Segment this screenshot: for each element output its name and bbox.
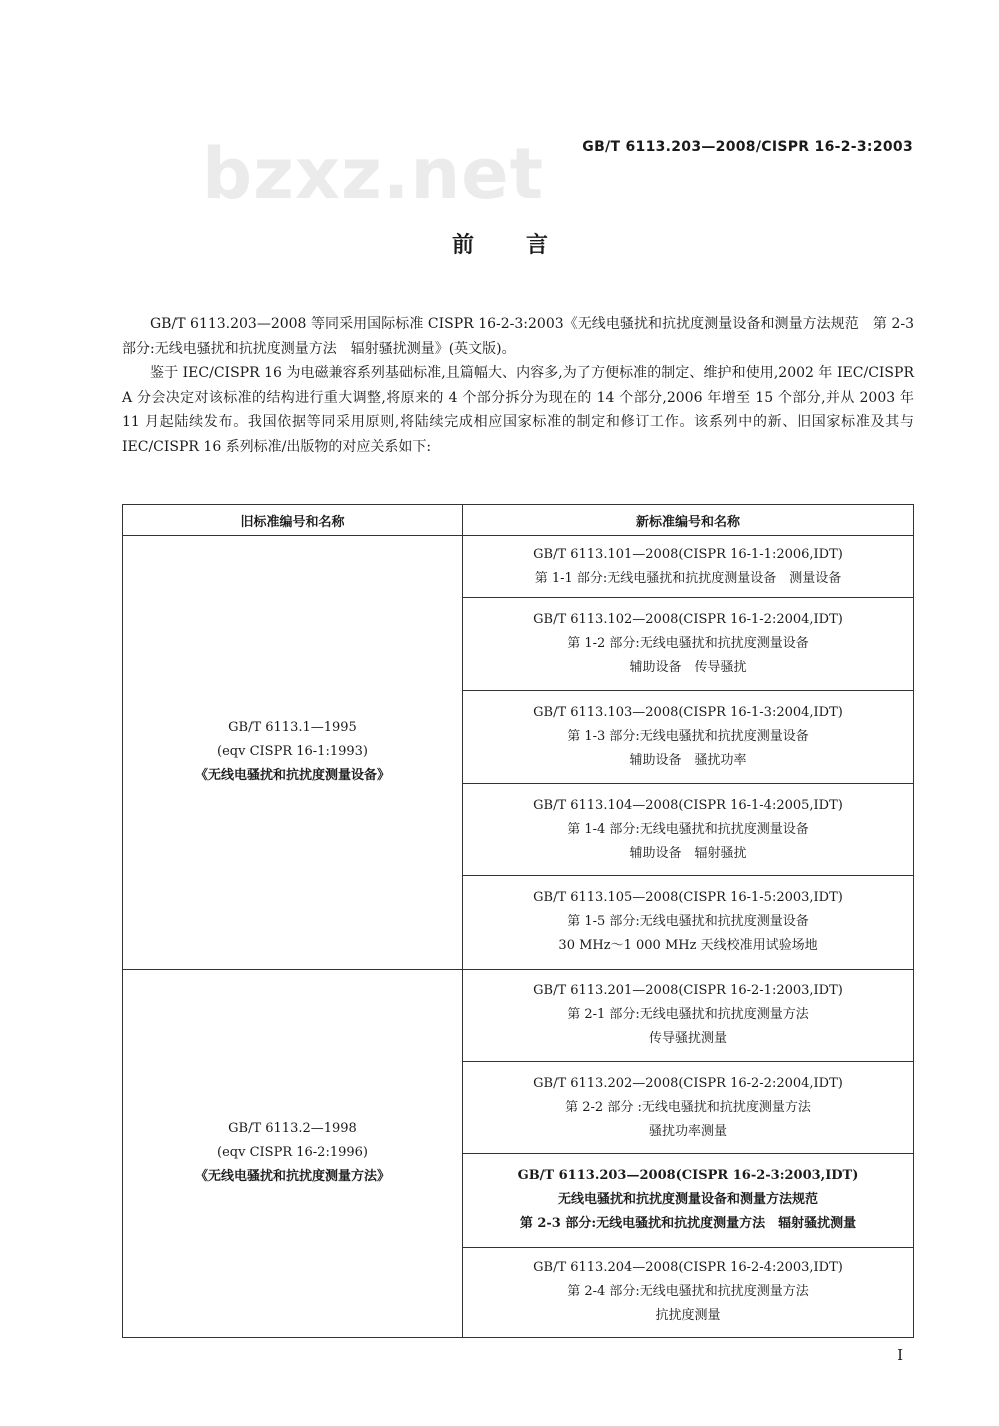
- new-standard-title: 第 2-1 部分:无线电骚扰和抗扰度测量方法: [567, 1007, 809, 1023]
- standard-code: GB/T 6113.203—2008/CISPR 16-2-3:2003: [582, 139, 913, 155]
- new-standard-cell: [463, 783, 914, 875]
- new-standard-code: GB/T 6113.103—2008(CISPR 16-1-3:2004,IDT): [533, 704, 843, 720]
- old-standard-code: GB/T 6113.2—1998: [228, 1121, 357, 1137]
- old-standard-cell: [123, 969, 463, 1337]
- new-standard-code: GB/T 6113.101—2008(CISPR 16-1-1:2006,IDT): [533, 546, 843, 562]
- new-standard-subtitle: 第 2-3 部分:无线电骚扰和抗扰度测量方法 辐射骚扰测量: [519, 1216, 857, 1232]
- new-standard-code: GB/T 6113.202—2008(CISPR 16-2-2:2004,IDT): [533, 1075, 843, 1091]
- new-standard-cell: [463, 969, 914, 1061]
- new-standard-title: 第 1-4 部分:无线电骚扰和抗扰度测量设备: [567, 821, 809, 837]
- new-standard-cell: [463, 1061, 914, 1153]
- new-standard-title: 第 2-2 部分 :无线电骚扰和抗扰度测量方法: [565, 1099, 811, 1115]
- intro-paragraph-1: GB/T 6113.203—2008 等同采用国际标准 CISPR 16-2-3:2003《无线电骚扰和抗扰度测量设备和测量方法规范 第 2-3 部分:无线电骚扰和抗扰度测量方法 辐射骚扰测量》(英文版)。: [122, 316, 914, 357]
- new-standard-code: GB/T 6113.104—2008(CISPR 16-1-4:2005,IDT): [533, 797, 843, 813]
- old-standard-eqv: (eqv CISPR 16-2:1996): [217, 1145, 368, 1161]
- old-standard-cell: [123, 536, 463, 970]
- column-header-new: 新标准编号和名称: [463, 505, 914, 536]
- new-standard-subtitle: 抗扰度测量: [655, 1308, 721, 1324]
- new-standard-code: GB/T 6113.102—2008(CISPR 16-1-2:2004,IDT): [533, 611, 843, 627]
- new-standard-cell: [463, 598, 914, 690]
- new-standard-subtitle: 骚扰功率测量: [648, 1123, 727, 1139]
- new-standard-subtitle: 辅助设备 传导骚扰: [629, 659, 747, 675]
- new-standard-title: 无线电骚扰和抗扰度测量设备和测量方法规范: [557, 1192, 818, 1208]
- new-standard-title: 第 1-2 部分:无线电骚扰和抗扰度测量设备: [567, 635, 809, 651]
- table-header-row: [123, 505, 914, 536]
- table-row: [123, 536, 914, 598]
- old-standard-code: GB/T 6113.1—1995: [228, 720, 357, 736]
- column-header-old: 旧标准编号和名称: [123, 505, 463, 536]
- table-row: [123, 969, 914, 1061]
- new-standard-subtitle: 传导骚扰测量: [648, 1031, 727, 1047]
- watermark: bzxz.net: [202, 133, 545, 215]
- new-standard-title: 第 1-3 部分:无线电骚扰和抗扰度测量设备: [567, 728, 809, 744]
- intro-text: [122, 312, 914, 460]
- correspondence-table: [122, 504, 914, 1338]
- new-standard-subtitle: 30 MHz～1 000 MHz 天线校准用试验场地: [558, 938, 818, 954]
- new-standard-cell: [463, 1247, 914, 1337]
- new-standard-cell: [463, 876, 914, 969]
- page-number: I: [897, 1346, 903, 1364]
- new-standard-cell-current: [463, 1154, 914, 1247]
- new-standard-code: GB/T 6113.204—2008(CISPR 16-2-4:2003,IDT): [533, 1260, 843, 1276]
- old-standard-title: 《无线电骚扰和抗扰度测量方法》: [194, 1169, 390, 1185]
- new-standard-title: 第 1-1 部分:无线电骚扰和抗扰度测量设备 测量设备: [534, 570, 842, 586]
- new-standard-title: 第 2-4 部分:无线电骚扰和抗扰度测量方法: [567, 1284, 809, 1300]
- new-standard-code: GB/T 6113.201—2008(CISPR 16-2-1:2003,IDT): [533, 983, 843, 999]
- old-standard-title: 《无线电骚扰和抗扰度测量设备》: [194, 768, 390, 784]
- new-standard-code: GB/T 6113.203—2008(CISPR 16-2-3:2003,IDT): [517, 1168, 859, 1184]
- new-standard-subtitle: 辅助设备 骚扰功率: [629, 752, 747, 768]
- new-standard-subtitle: 辅助设备 辐射骚扰: [629, 845, 747, 861]
- new-standard-cell: [463, 690, 914, 783]
- new-standard-cell: [463, 536, 914, 598]
- new-standard-title: 第 1-5 部分:无线电骚扰和抗扰度测量设备: [567, 914, 809, 930]
- new-standard-code: GB/T 6113.105—2008(CISPR 16-1-5:2003,IDT): [533, 890, 843, 906]
- old-standard-eqv: (eqv CISPR 16-1:1993): [217, 744, 368, 760]
- page-title: 前言: [451, 233, 600, 258]
- intro-paragraph-2: 鉴于 IEC/CISPR 16 为电磁兼容系列基础标准,且篇幅大、内容多,为了方便标准的制定、维护和使用,2002 年 IEC/CISPR A 分会决定对该标准的结构进行重大调整,将原来的 4 个部分拆分为现在的 14 个部分,2006 年增至 15 个部分,并从 2003 年 11 月起陆续发布。我国依据等同采用原则,将陆续完成相应国家标准的制定和修订工作。该系列中的新、旧国家标准及其与 IEC/CISPR 16 系列标准/出版物的对应关系如下:: [122, 365, 914, 455]
